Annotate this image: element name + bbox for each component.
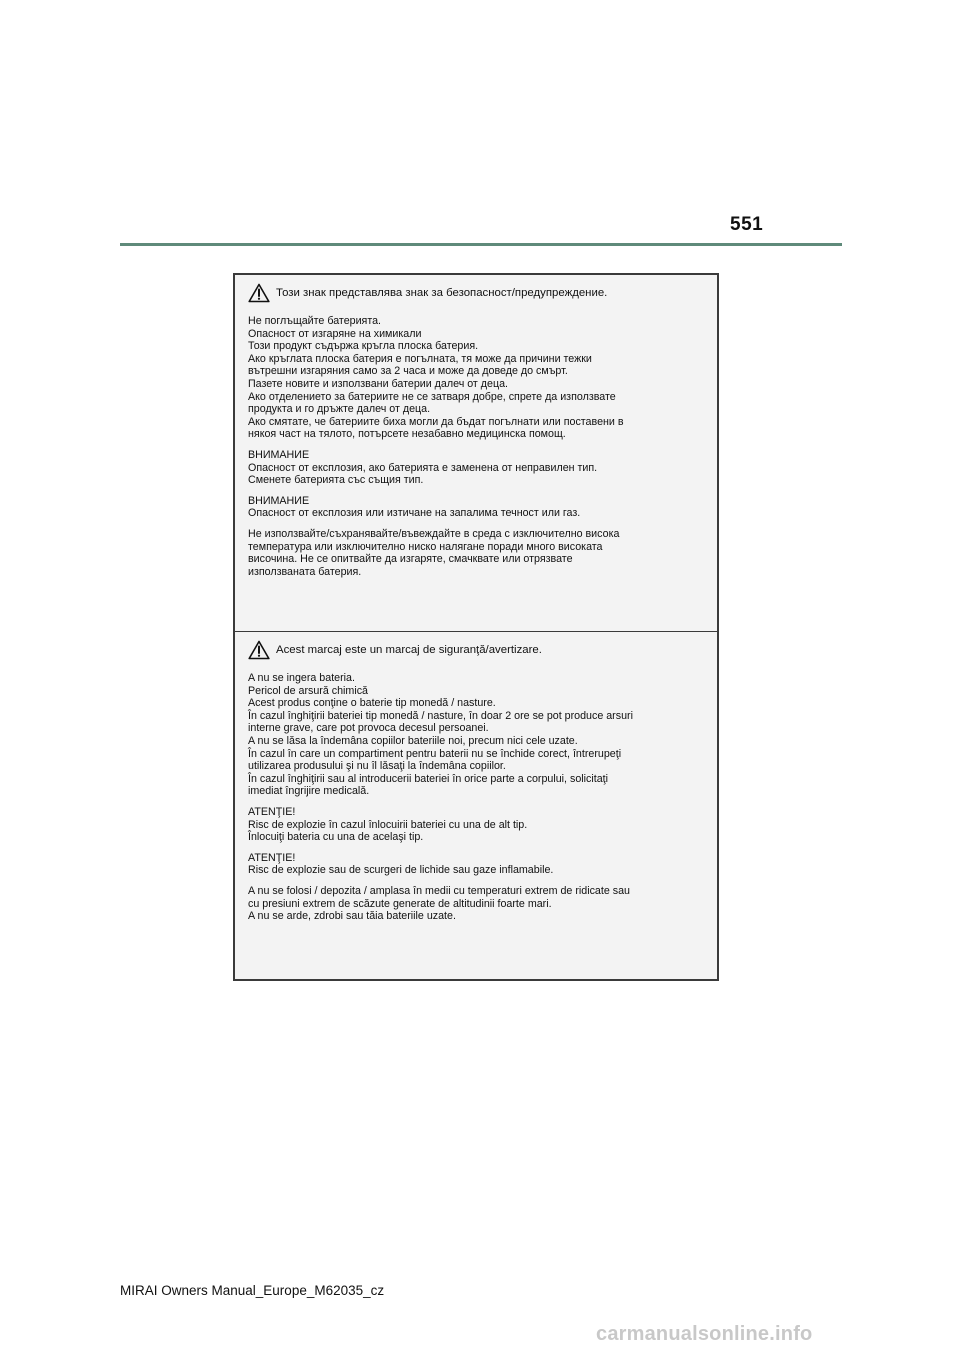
- warning-paragraph: [248, 315, 703, 441]
- warning-line: Сменете батерията със същия тип.: [248, 474, 424, 487]
- warning-line: Ако смятате, че батериите биха могли да бъдат погълнати или поставени в: [248, 415, 624, 428]
- warning-line: температура или изключително ниско налягане поради много високата: [248, 540, 603, 553]
- warning-line: ВНИМАНИЕ: [248, 448, 310, 461]
- warning-line: Pericol de arsură chimică: [248, 684, 368, 697]
- battery-warning-label: [233, 273, 719, 981]
- warning-paragraph: [248, 885, 703, 923]
- warning-line: imediat îngrijire medicală.: [248, 785, 370, 798]
- warning-heading: [248, 636, 703, 664]
- warning-line: A nu se arde, zdrobi sau tăia bateriile uzate.: [248, 910, 456, 923]
- warning-line: În cazul înghiţirii bateriei tip monedă / nasture, în doar 2 ore se pot produce arsuri: [248, 709, 633, 722]
- warning-line: ATENŢIE!: [248, 805, 296, 818]
- warning-heading-text: Този знак представлява знак за безопасност/предупреждение.: [276, 287, 608, 299]
- warning-line: височина. Не се опитвайте да изгаряте, смачквате или отрязвате: [248, 553, 573, 566]
- warning-line: Ако кръглата плоска батерия е погълната, тя може да причини тежки: [248, 352, 592, 365]
- manual-footer: MIRAI Owners Manual_Europe_M62035_cz: [120, 1283, 385, 1298]
- warning-line: Опасност от експлозия, ако батерията е заменена от неправилен тип.: [248, 461, 598, 474]
- warning-line: A nu se folosi / depozita / amplasa în medii cu temperaturi extrem de ridicate sau: [248, 884, 630, 897]
- warning-paragraph: [248, 495, 703, 520]
- warning-line: În cazul înghiţirii sau al introducerii bateriei în orice parte a corpului, solicitaţi: [248, 772, 608, 785]
- watermark: carmanualsonline.info: [596, 1323, 813, 1345]
- warning-line: някоя част на тялото, потърсете незабавно медицинска помощ.: [248, 428, 566, 441]
- warning-line: вътрешни изгаряния само за 2 часа и може да доведе до смърт.: [248, 365, 568, 378]
- warning-paragraph: [248, 806, 703, 844]
- warning-line: ATENŢIE!: [248, 851, 296, 864]
- warning-line: използваната батерия.: [248, 565, 362, 578]
- warning-line: Не използвайте/съхранявайте/въвеждайте в среда с изключително висока: [248, 527, 620, 540]
- warning-line: Înlocuiţi bateria cu una de acelaşi tip.: [248, 831, 424, 844]
- warning-line: În cazul în care un compartiment pentru baterii nu se închide corect, întrerupeţi: [248, 747, 622, 760]
- warning-line: продукта и го дръжте далеч от деца.: [248, 403, 431, 416]
- page-number: 551: [730, 214, 764, 235]
- warning-line: A nu se ingera bateria.: [248, 672, 355, 684]
- header-rule: [120, 243, 842, 246]
- warning-line: interne grave, care pot provoca decesul persoanei.: [248, 722, 489, 735]
- warning-paragraph: [248, 528, 703, 578]
- warning-line: Ако отделението за батериите не се затваря добре, спрете да използвате: [248, 390, 616, 403]
- warning-triangle-icon: [248, 283, 270, 303]
- warning-triangle-icon: [248, 640, 270, 660]
- warning-line: ВНИМАНИЕ: [248, 494, 310, 507]
- warning-line: Опасност от експлозия или изтичане на запалима течност или газ.: [248, 507, 581, 520]
- warning-line: Пазете новите и използвани батерии далеч от деца.: [248, 377, 509, 390]
- warning-line: A nu se lăsa la îndemâna copiilor bateriile noi, precum nici cele uzate.: [248, 734, 578, 747]
- warning-paragraph: [248, 449, 703, 487]
- warning-paragraph: [248, 852, 703, 877]
- warning-paragraph: [248, 672, 703, 798]
- warning-line: Този продукт съдържа кръгла плоска батерия.: [248, 340, 479, 353]
- warning-line: Acest produs conţine o baterie tip monedă / nasture.: [248, 697, 496, 710]
- warning-heading: [248, 279, 703, 307]
- warning-line: cu presiuni extrem de scăzute generate de altitudinii foarte mari.: [248, 897, 552, 910]
- warning-section-bulgarian: [235, 275, 717, 631]
- warning-heading-text: Acest marcaj este un marcaj de siguranţă/avertizare.: [276, 644, 542, 656]
- warning-line: Risc de explozie sau de scurgeri de lichide sau gaze inflamabile.: [248, 864, 554, 877]
- warning-line: Risc de explozie în cazul înlocuirii bateriei cu una de alt tip.: [248, 818, 528, 831]
- warning-line: Опасност от изгаряне на химикали: [248, 327, 422, 340]
- warning-line: Не поглъщайте батерията.: [248, 315, 382, 327]
- warning-section-romanian: [235, 631, 717, 981]
- warning-line: utilizarea produsului şi nu îl lăsaţi la îndemâna copiilor.: [248, 760, 506, 773]
